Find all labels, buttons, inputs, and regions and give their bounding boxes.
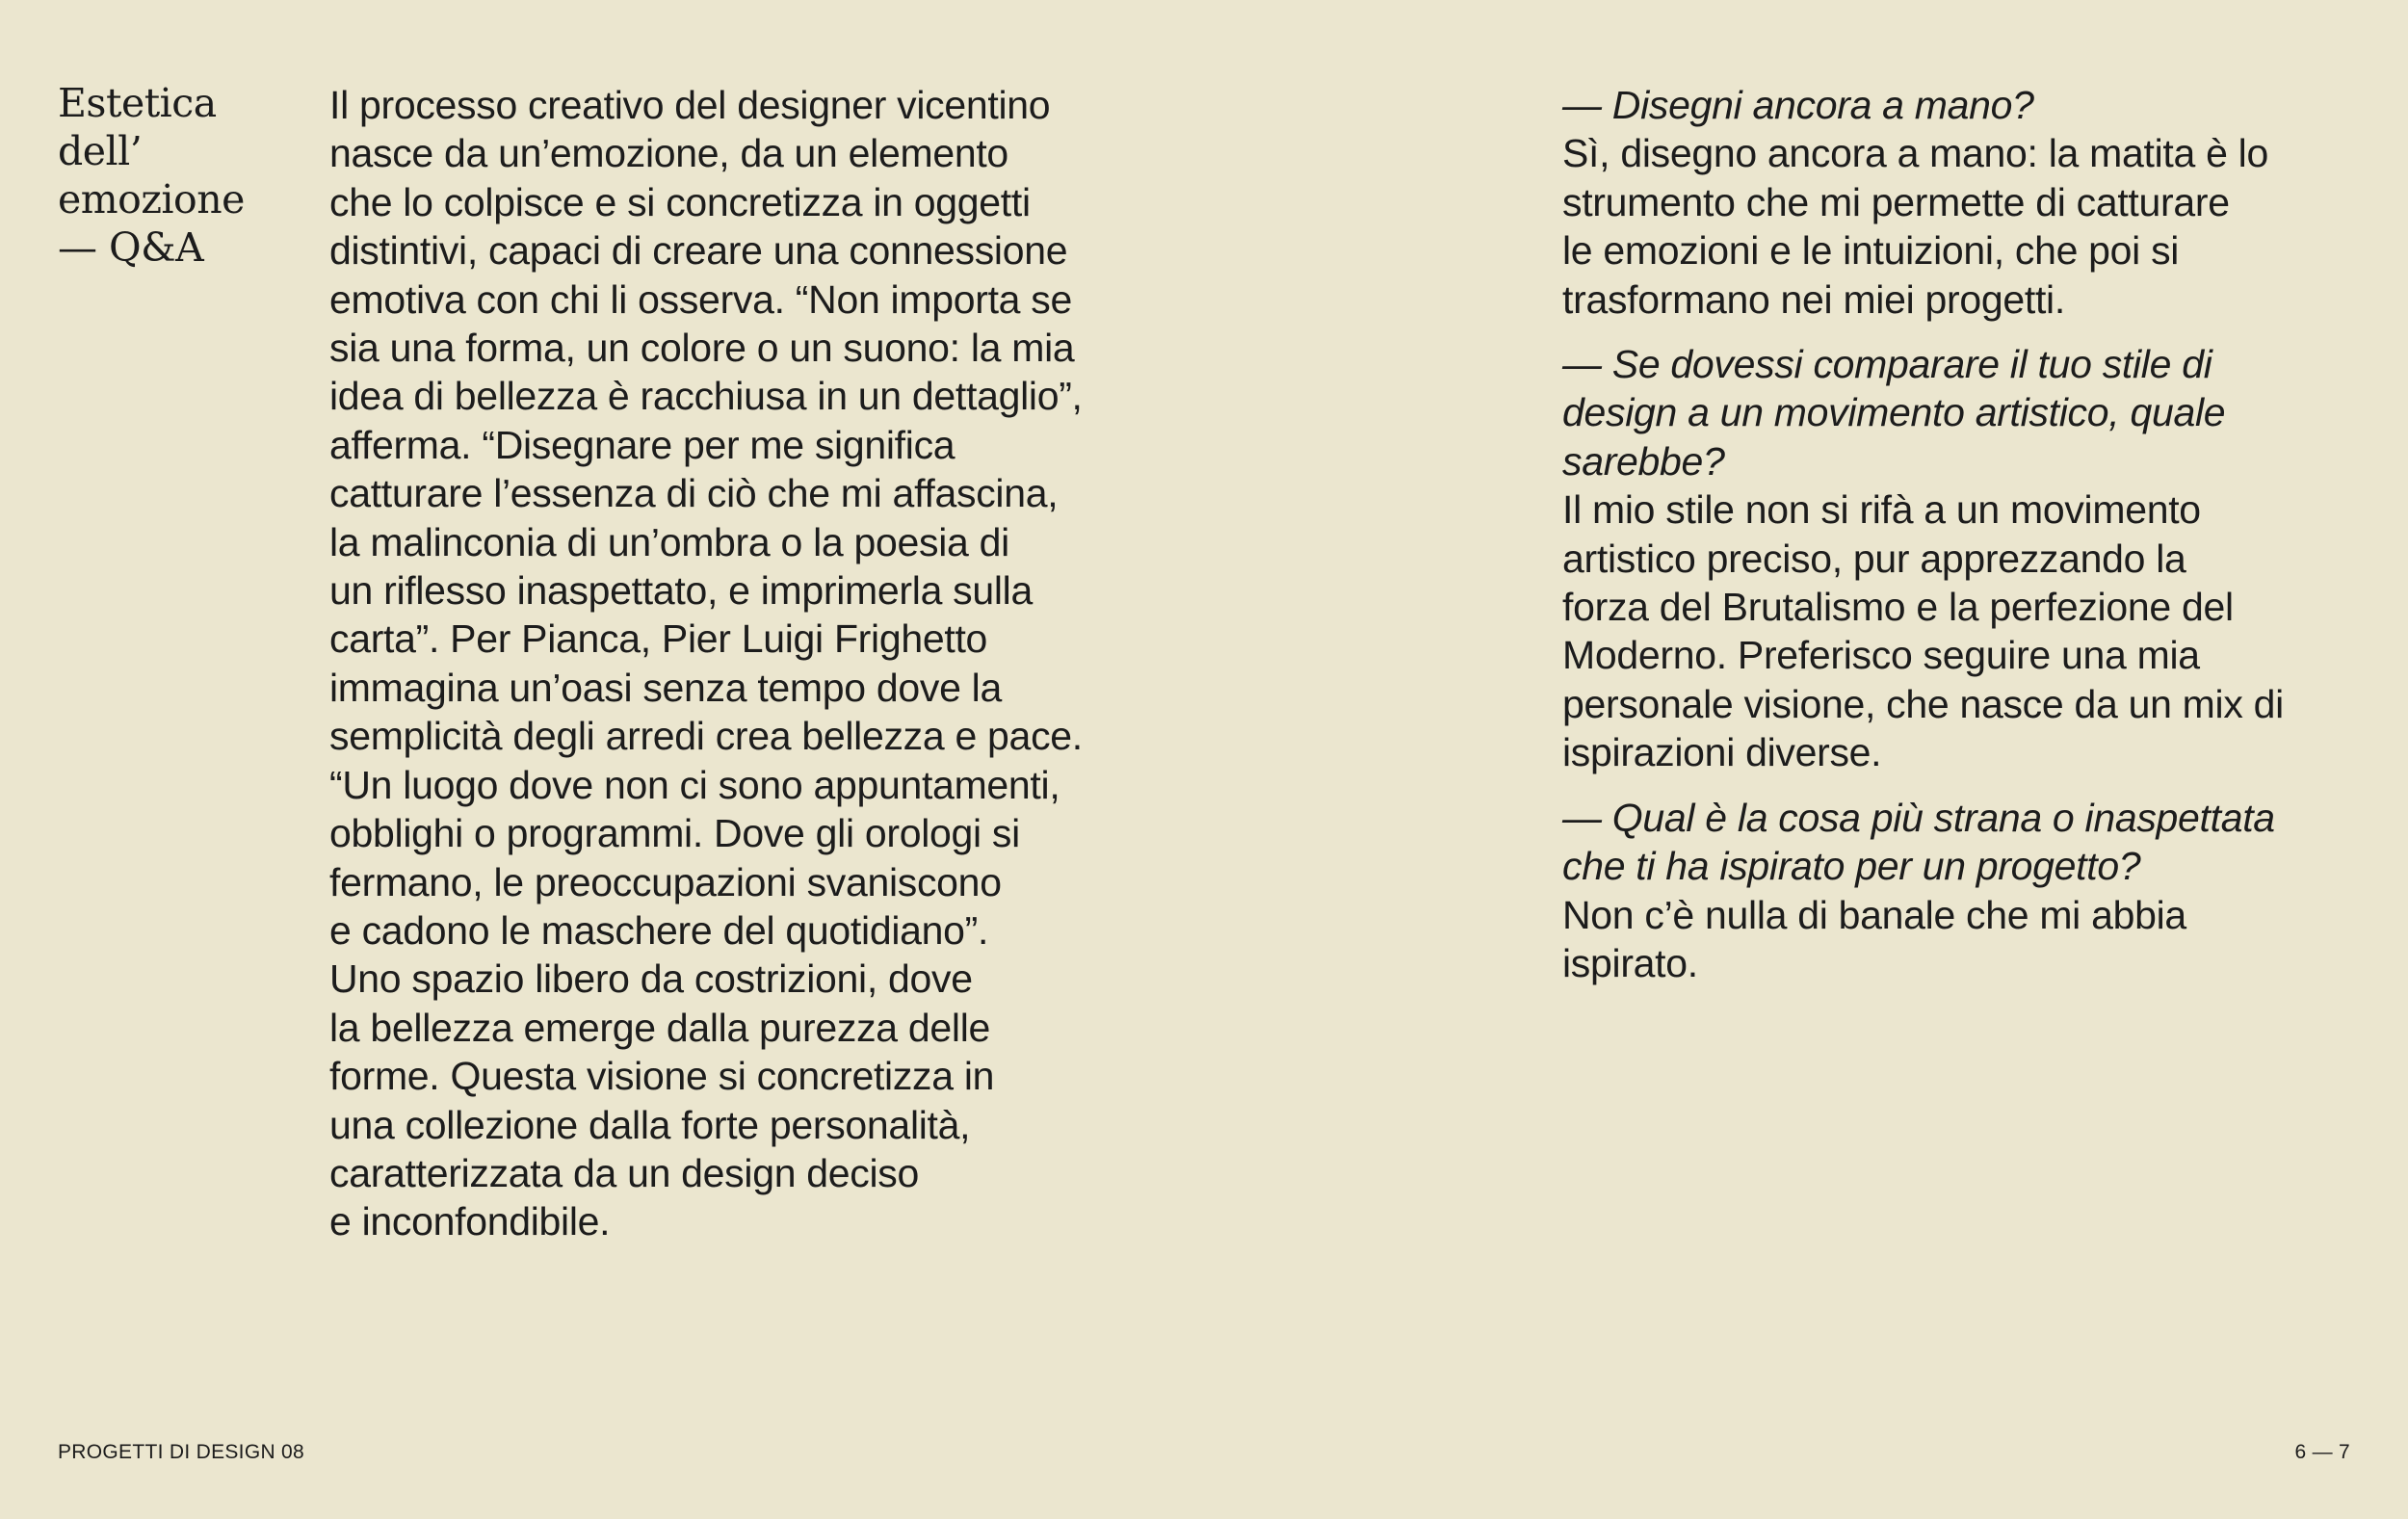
qa-question-line: — Qual è la cosa più strana o inaspettata [1562,795,2275,840]
qa-answer-line: ispirazioni diverse. [1562,730,1882,775]
qa-answer-line: Il mio stile non si rifà a un movimento [1562,487,2201,533]
section-title-line: — Q&A [58,224,204,271]
body-line: fermano, le preoccupazioni svaniscono [329,859,1002,904]
qa-question-line: — Se dovessi comparare il tuo stile di [1562,342,2212,387]
body-line: la malinconia di un’ombra o la poesia di [329,519,1009,564]
section-title-line: Estetica [58,80,217,126]
qa-answer-line: le emozioni e le intuizioni, che poi si [1562,228,2180,274]
qa-question-line: design a un movimento artistico, quale [1562,390,2226,435]
section-title-line: emozione [58,176,245,223]
body-line: obblighi o programmi. Dove gli orologi si [329,811,1020,856]
qa-question-line: sarebbe? [1562,438,1725,484]
qa-column [1562,81,2371,1004]
body-line: carta”. Per Pianca, Pier Luigi Frighetto [329,616,988,662]
body-line: idea di bellezza è racchiusa in un dettaglio”, [329,374,1083,419]
body-line: caratterizzata da un design deciso [329,1150,920,1195]
qa-question-line: — Disegni ancora a mano? [1562,83,2034,127]
body-line: semplicità degli arredi crea bellezza e pace. [329,714,1083,759]
body-line: distintivi, capaci di creare una connessione [329,228,1068,274]
qa-answer-line: ispirato. [1562,940,1698,985]
body-line: forme. Questa visione si concretizza in [329,1054,995,1099]
qa-question-line: che ti ha ispirato per un progetto? [1562,844,2141,889]
publication-title: PROGETTI DI DESIGN 08 [58,1441,305,1463]
qa-answer-line: Moderno. Preferisco seguire una mia [1562,633,2200,678]
qa-answer-line: forza del Brutalismo e la perfezione del [1562,585,2234,630]
body-line: la bellezza emerge dalla purezza delle [329,1005,991,1050]
qa-answer-line: Sì, disegno ancora a mano: la matita è lo [1562,131,2268,176]
qa-answer-line: Non c’è nulla di banale che mi abbia [1562,892,2186,937]
body-line: Il processo creativo del designer vicentino [329,83,1051,127]
body-line: emotiva con chi li osserva. “Non importa se [329,276,1072,322]
qa-answer-line: trasformano nei miei progetti. [1562,276,2065,322]
body-line: e inconfondibile. [329,1199,611,1244]
qa-answer-line: strumento che mi permette di catturare [1562,179,2230,224]
body-line: afferma. “Disegnare per me significa [329,422,955,467]
body-line: Uno spazio libero da costrizioni, dove [329,956,973,1002]
body-line: e cadono le maschere del quotidiano”. [329,907,989,953]
qa-item [1562,340,2371,777]
page-numbers: 6 — 7 [2294,1441,2350,1463]
section-title-line: dell’ [58,128,143,174]
body-line: catturare l’essenza di ciò che mi affascina, [329,471,1059,516]
section-title [58,79,289,272]
body-line: un riflesso inaspettato, e imprimerla sulla [329,568,1033,614]
qa-item [1562,794,2371,988]
body-line: “Un luogo dove non ci sono appuntamenti, [329,762,1060,807]
qa-answer-line: artistico preciso, pur apprezzando la [1562,536,2186,581]
body-line: che lo colpisce e si concretizza in oggetti [329,179,1031,224]
article-body [329,81,1158,1246]
body-line: nasce da un’emozione, da un elemento [329,131,1008,176]
body-line: una collezione dalla forte personalità, [329,1102,971,1147]
body-line: sia una forma, un colore o un suono: la mia [329,326,1075,371]
body-line: immagina un’oasi senza tempo dove la [329,665,1002,710]
qa-answer-line: personale visione, che nasce da un mix di [1562,681,2284,726]
qa-item [1562,81,2371,324]
